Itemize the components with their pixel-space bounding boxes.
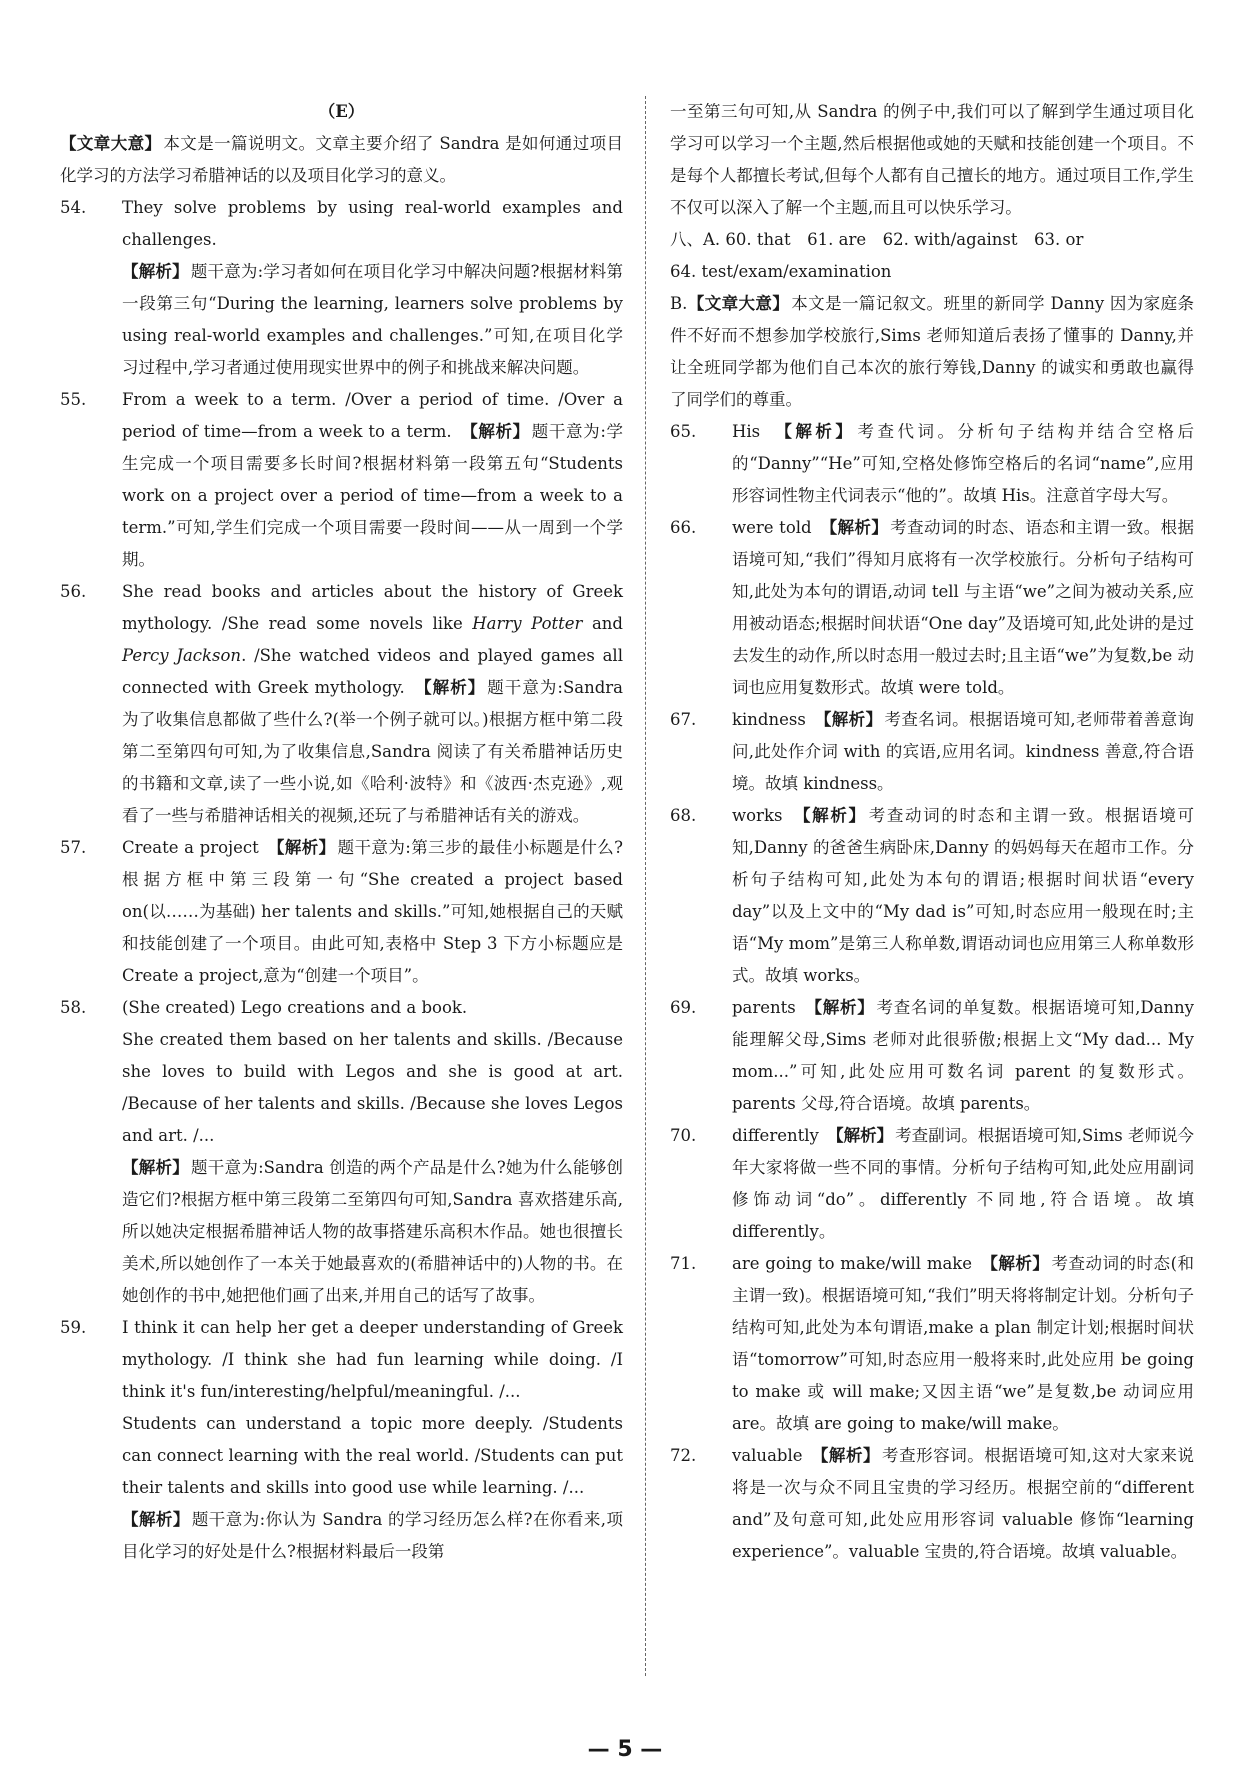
explanation-tag: 【解析】	[813, 998, 875, 1017]
continued-explanation: 一至第三句可知,从 Sandra 的例子中,我们可以了解到学生通过项目化学习可以学习一个主题,然后根据他或她的天赋和技能创建一个项目。不是每个人都擅长考试,但每个人都有自己擅长的地方。通过项目工作,学生不仅可以深入了解一个主题,而且可以快乐学习。	[670, 102, 1194, 217]
answer-text: differently	[732, 1126, 819, 1145]
explanation-text: 考查形容词。根据语境可知,这对大家来说将是一次与众不同且宝贵的学习经历。根据空前的“different and”及句意可知,此处应用形容词 valuable 修饰“learning experience”。valuable 宝贵的,符合语境。故填 valuable。	[732, 1446, 1195, 1561]
explanation-tag: 【解析】	[423, 678, 486, 697]
explanation-tag: 【解析】	[823, 710, 883, 729]
answer-text-2: Students can understand a topic more deeply. /Students can connect learning with the real world. /Students can put their talents and skills into good use while learning. /...	[122, 1414, 623, 1497]
answer-item-57	[60, 832, 623, 992]
item-number: 69.	[670, 998, 697, 1017]
explanation-text: 题干意为:第三步的最佳小标题是什么?根据方框中第三段第一句“She created a project based on(以……为基础) her talents and skills.”可知,她根据自己的天赋和技能创建了一个项目。由此可知,表格中 Step 3 下方小标题应是 Create a project,意为“创建一个项目”。	[122, 838, 624, 985]
explanation-text: 考查动词的时态和主谓一致。根据语境可知,Danny 的爸爸生病卧床,Danny 的妈妈每天在超市工作。分析句子结构可知,此处为本句的谓语;根据时间状语“every day”以及上文中的“My dad is”可知,时态应用一般现在时;主语“My mom”是第三人称单数,谓语动词也应用第三人称单数形式。故填 works。	[732, 806, 1195, 985]
answer-text: kindness	[732, 710, 806, 729]
item-number: 68.	[670, 806, 697, 825]
answer-item-67	[670, 704, 1194, 800]
item-number: 57.	[60, 838, 87, 857]
answer-text: They solve problems by using real-world examples and challenges.	[122, 198, 623, 249]
section-b-label: B.	[670, 294, 688, 313]
answer-text: His	[732, 422, 761, 441]
explanation-text: 考查代词。分析句子结构并结合空格后的“Danny”“He”可知,空格处修饰空格后的名词“name”,应用形容词性物主代词表示“他的”。故填 His。注意首字母大写。	[732, 422, 1195, 505]
summary-e	[60, 128, 623, 192]
answer-text: From a week to a term. /Over a period of time. /Over a period of time—from a week to a term.	[122, 390, 623, 441]
answer-text: Create a project	[122, 838, 259, 857]
page-number: — 5 —	[587, 1737, 663, 1762]
answer-text: are going to make/will make	[732, 1254, 973, 1273]
item-number: 56.	[60, 582, 87, 601]
answer-line	[122, 832, 623, 992]
book-title: Percy Jackson	[122, 646, 242, 665]
answer-item-56	[60, 576, 623, 832]
explanation-tag: 【解析】	[828, 518, 889, 537]
explanation-tag: 【解析】	[783, 422, 856, 441]
explanation-tag: 【解析】	[122, 262, 189, 281]
explanation-tag: 【解析】	[835, 1126, 894, 1145]
item-number: 66.	[670, 518, 697, 537]
answer-text: works	[732, 806, 783, 825]
answer-line	[122, 576, 623, 832]
answer-text: valuable	[732, 1446, 803, 1465]
answer-item-72	[670, 1440, 1194, 1568]
summary-tag: 【文章大意】	[687, 294, 790, 313]
item-number: 58.	[60, 998, 87, 1017]
answer-item-65	[670, 416, 1194, 512]
answer-item-69	[670, 992, 1194, 1120]
explanation-tag: 【解析】	[469, 422, 530, 441]
item-number: 70.	[670, 1126, 697, 1145]
explanation-text: 考查副词。根据语境可知,Sims 老师说今年大家将做一些不同的事情。分析句子结构可知,此处应用副词修饰动词“do”。differently 不同地,符合语境。故填 differently。	[732, 1126, 1195, 1241]
explanation-text: 考查动词的时态、语态和主谓一致。根据语境可知,“我们”得知月底将有一次学校旅行。分析句子结构可知,此处为本句的谓语,动词 tell 与主语“we”之间为被动关系,应用被动语态;根据时间状语“One day”及语境可知,此处讲的是过去发生的动作,所以时态用一般过去时;且主语“we”为复数,be 动词也应用复数形式。故填 were told。	[732, 518, 1194, 697]
explanation	[122, 1152, 623, 1312]
answer-item-58	[60, 992, 623, 1312]
answer-text-2: She created them based on her talents and skills. /Because she loves to build with Legos and she is good at art. /Because of her talents and skills. /Because she loves Legos and art. /...	[122, 1030, 623, 1145]
explanation-text: 题干意为:学生完成一个项目需要多长时间?根据材料第一段第五句“Students work on a project over a period of time—from a week to a term.”可知,学生们完成一个项目需要一段时间——从一周到一个学期。	[122, 422, 624, 569]
answer-text: (She created) Lego creations and a book.	[122, 998, 468, 1017]
answer-item-70	[670, 1120, 1194, 1248]
section-title: （E）	[318, 102, 365, 121]
summary-tag: 【文章大意】	[60, 134, 162, 153]
explanation	[122, 1504, 623, 1568]
summary-b	[670, 288, 1194, 416]
explanation-tag: 【解析】	[820, 1446, 881, 1465]
item-number: 55.	[60, 390, 87, 409]
explanation-tag: 【解析】	[122, 1510, 190, 1529]
explanation-text: 题干意为:你认为 Sandra 的学习经历怎么样?在你看来,项目化学习的好处是什么?根据材料最后一段第	[122, 1510, 623, 1561]
summary-text: 本文是一篇说明文。文章主要介绍了 Sandra 是如何通过项目化学习的方法学习希腊神话的以及项目化学习的意义。	[60, 134, 623, 185]
explanation-text: 考查名词。根据语境可知,老师带着善意询问,此处作介词 with 的宾语,应用名词。kindness 善意,符合语境。故填 kindness。	[732, 710, 1195, 793]
item-number: 67.	[670, 710, 697, 729]
answer-item-66	[670, 512, 1194, 704]
explanation-text: 考查名词的单复数。根据语境可知,Danny 能理解父母,Sims 老师对此很骄傲;根据上文“My dad... My mom...”可知,此处应用可数名词 parent 的复数形式。parents 父母,符合语境。故填 parents。	[732, 998, 1194, 1113]
explanation-text: 题干意为:Sandra 创造的两个产品是什么?她为什么能够创造它们?根据方框中第三段第二至第四句可知,Sandra 喜欢搭建乐高,所以她决定根据希腊神话人物的故事搭建乐高积木作品。她也很擅长美术,所以她创作了一本关于她最喜欢的(希腊神话中的)人物的书。在她创作的书中,她把他们画了出来,并用自己的话写了故事。	[122, 1158, 623, 1305]
book-title: Harry Potter	[472, 614, 583, 633]
answer-text: parents	[732, 998, 796, 1017]
answer-text: . /She watched videos and played games all connected with Greek mythology.	[122, 646, 623, 697]
item-number: 71.	[670, 1254, 697, 1273]
summary-text: 本文是一篇记叙文。班里的新同学 Danny 因为家庭条件不好而不想参加学校旅行,Sims 老师知道后表扬了懂事的 Danny,并让全班同学都为他们自己本次的旅行筹钱,Danny 的诚实和勇敢也赢得了同学们的尊重。	[670, 294, 1194, 409]
answer-item-54	[60, 192, 623, 384]
explanation-text: 考查动词的时态(和主谓一致)。根据语境可知,“我们”明天将将制定计划。分析句子结构可知,此处为本句谓语,make a plan 制定计划;根据时间状语“tomorrow”可知,时态应用一般将来时,此处应用 be going to make 或 will make;又因主语“we”是复数,be 动词应用 are。故填 are going to make/will make。	[732, 1254, 1195, 1433]
answer-text: She read books and articles about the history of Greek mythology. /She read some novels like	[122, 582, 623, 633]
item-number: 54.	[60, 198, 87, 217]
explanation	[122, 256, 623, 384]
item-number: 72.	[670, 1446, 697, 1465]
explanation-tag: 【解析】	[989, 1254, 1050, 1273]
answer-line	[122, 384, 623, 576]
answer-text: were told	[732, 518, 812, 537]
left-column	[60, 96, 623, 1568]
answer-item-68	[670, 800, 1194, 992]
answer-item-55	[60, 384, 623, 576]
item-number: 59.	[60, 1318, 87, 1337]
part-8a-answers-2: 64. test/exam/examination	[670, 262, 892, 281]
item-number: 65.	[670, 422, 697, 441]
explanation-text: 题干意为:Sandra 为了收集信息都做了些什么?(举一个例子就可以。)根据方框中第二段第二至第四句可知,为了收集信息,Sandra 阅读了有关希腊神话历史的书籍和文章,读了一些小说,如《哈利·波特》和《波西·杰克逊》,观看了一些与希腊神话相关的视频,还玩了与希腊神话有关的游戏。	[122, 678, 624, 825]
answer-text: and	[582, 614, 623, 633]
answer-item-59	[60, 1312, 623, 1568]
part-8a-answers: 八、A. 60. that 61. are 62. with/against 63. or	[670, 230, 1084, 249]
explanation-text: 题干意为:学习者如何在项目化学习中解决问题?根据材料第一段第三句“During the learning, learners solve problems by using real-world examples and challenges.”可知,在项目化学习过程中,学习者通过使用现实世界中的例子和挑战来解决问题。	[122, 262, 623, 377]
answer-item-71	[670, 1248, 1194, 1440]
explanation-tag: 【解析】	[802, 806, 867, 825]
right-column	[670, 96, 1194, 1568]
explanation-tag: 【解析】	[122, 1158, 190, 1177]
column-divider	[645, 96, 646, 1676]
explanation-tag: 【解析】	[276, 838, 336, 857]
answer-text: I think it can help her get a deeper understanding of Greek mythology. /I think she had fun learning while doing. /I think it's fun/interesting/helpful/meaningful. /...	[122, 1318, 623, 1401]
